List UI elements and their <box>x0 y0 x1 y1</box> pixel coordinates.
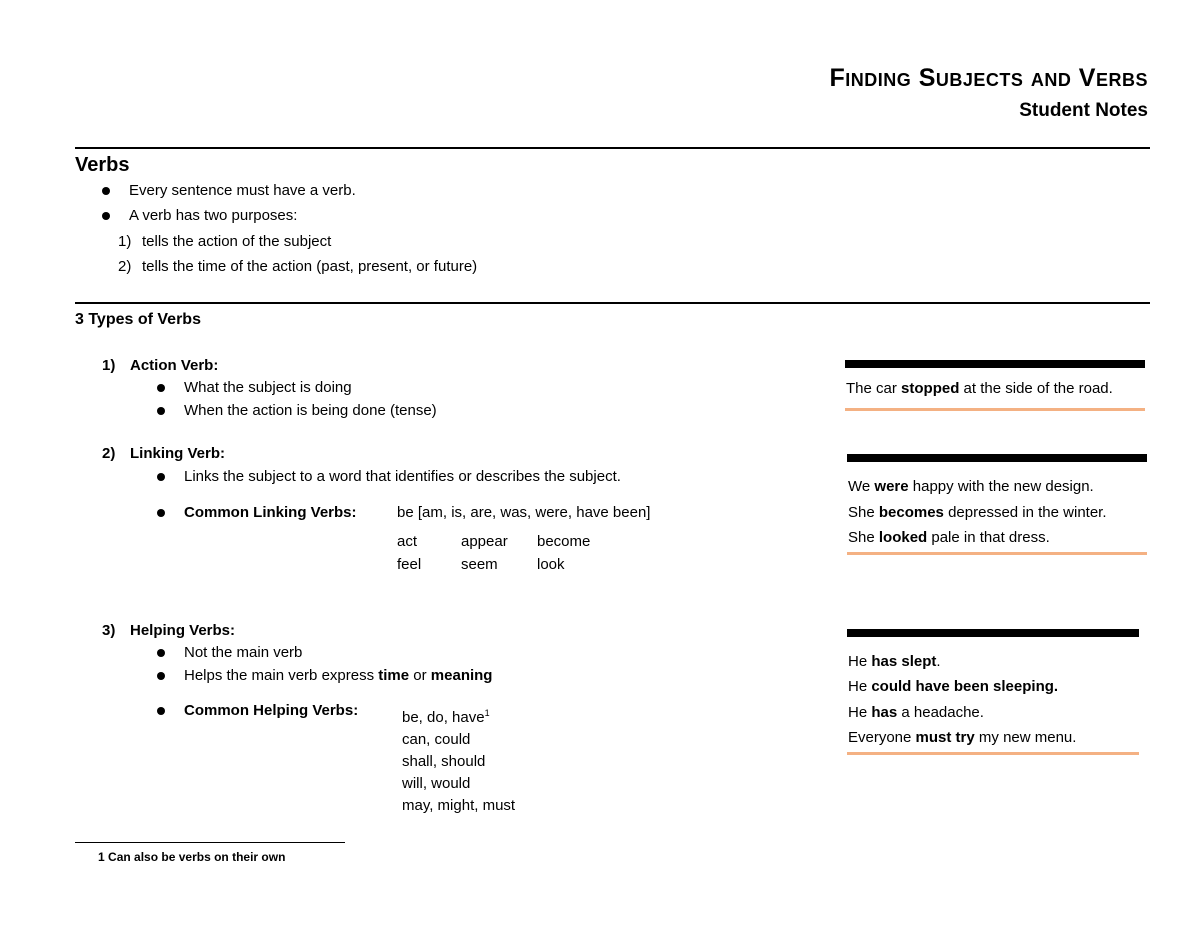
text-part: He <box>848 653 872 670</box>
common-helping-label: Common Helping Verbs: <box>184 702 359 719</box>
bullet-icon <box>157 649 165 657</box>
verb-emphasis: has <box>871 703 898 721</box>
list-number: 2) <box>118 258 132 275</box>
helping-examples <box>848 649 1076 750</box>
bullet-icon <box>102 212 110 220</box>
action-bullet-2 <box>157 402 437 419</box>
linking-verb-heading <box>102 445 225 462</box>
emphasis: meaning <box>430 667 493 684</box>
verb-emphasis: were <box>874 478 909 495</box>
bullet-icon <box>157 407 165 415</box>
action-verb-title: Action Verb: <box>130 357 219 374</box>
example-box-bottom-bar <box>847 552 1147 555</box>
text-part: at the side of the road. <box>959 380 1113 397</box>
text-part: Everyone <box>848 728 916 746</box>
footnote <box>98 850 285 864</box>
helping-verb-text: be, do, have <box>402 709 485 726</box>
text-part: a headache. <box>897 703 984 721</box>
helping-example <box>848 674 1076 699</box>
helping-verb-group: can, could <box>402 731 471 748</box>
bullet-text <box>184 667 492 684</box>
linking-examples <box>848 474 1107 551</box>
helping-example <box>848 649 1076 674</box>
verbs-heading: Verbs <box>75 154 130 176</box>
verbs-bullet-2 <box>102 207 298 224</box>
purpose-item-2 <box>118 258 477 275</box>
text-part: . <box>936 653 941 670</box>
text-part: The car <box>846 380 902 397</box>
list-number: 3) <box>102 622 116 639</box>
list-number: 1) <box>102 357 116 374</box>
bullet-text: What the subject is doing <box>184 379 352 396</box>
text-part: We <box>848 478 875 495</box>
text-part: depressed in the winter. <box>943 503 1107 521</box>
verb-emphasis: looked <box>878 529 928 546</box>
text-part: pale in that dress. <box>927 529 1050 546</box>
verb-emphasis: stopped <box>901 380 960 397</box>
linking-example <box>848 525 1107 551</box>
purpose-text: tells the time of the action (past, present, or future) <box>142 258 478 275</box>
example-box-top-bar <box>847 454 1147 462</box>
linking-bullet-1 <box>157 468 621 485</box>
bullet-icon <box>157 509 165 517</box>
bullet-icon <box>102 187 110 195</box>
text-part: She <box>848 529 879 546</box>
helping-bullet-2 <box>157 667 493 684</box>
helping-verb-group: shall, should <box>402 753 486 770</box>
linking-word: feel <box>397 556 422 573</box>
bullet-text: Links the subject to a word that identifies or describes the subject. <box>184 468 621 485</box>
bullet-text: Every sentence must have a verb. <box>129 182 356 199</box>
action-example <box>846 380 1113 397</box>
helping-verb-title: Helping Verbs: <box>130 622 236 639</box>
common-linking-first: be [am, is, are, was, were, have been] <box>397 504 651 521</box>
text-part: He <box>848 678 872 696</box>
linking-word: look <box>537 556 565 573</box>
text-part: Helps the main verb express <box>184 667 379 684</box>
emphasis: time <box>378 667 410 684</box>
example-box-top-bar <box>847 629 1139 637</box>
common-helping-list <box>402 702 515 817</box>
linking-word: appear <box>461 533 508 550</box>
purpose-text: tells the action of the subject <box>142 233 332 250</box>
list-number: 2) <box>102 445 116 462</box>
footnote-separator <box>75 842 345 843</box>
linking-common-bullet <box>157 504 357 521</box>
action-verb-heading <box>102 357 218 374</box>
helping-verb-group: will, would <box>402 775 471 792</box>
bullet-icon <box>157 384 165 392</box>
helping-common-bullet <box>157 702 359 719</box>
footnote-ref: 1 <box>484 708 490 718</box>
footnote-text: Can also be verbs on their own <box>108 850 286 864</box>
helping-verb-heading <box>102 622 235 639</box>
bullet-icon <box>157 672 165 680</box>
bullet-icon <box>157 707 165 715</box>
helping-example <box>848 725 1076 750</box>
example-box-bottom-bar <box>845 408 1145 411</box>
section-divider <box>75 147 1150 149</box>
linking-word: act <box>397 533 418 550</box>
helping-verb-group: may, might, must <box>402 797 516 814</box>
action-bullet-1 <box>157 379 352 396</box>
page-title: Finding Subjects and Verbs <box>829 64 1148 92</box>
helping-example <box>848 700 1076 725</box>
verb-emphasis: becomes <box>878 503 944 521</box>
linking-example <box>848 474 1107 500</box>
verb-emphasis: must try <box>915 728 975 746</box>
verb-emphasis: could have been sleeping. <box>871 678 1059 696</box>
bullet-text: Not the main verb <box>184 644 303 661</box>
example-box-bottom-bar <box>847 752 1139 755</box>
purpose-item-1 <box>118 233 331 250</box>
linking-example <box>848 500 1107 526</box>
helping-verb-group <box>402 702 515 729</box>
bullet-text: When the action is being done (tense) <box>184 402 437 419</box>
verbs-bullet-1 <box>102 182 356 199</box>
text-part: She <box>848 503 879 521</box>
linking-word-grid <box>397 533 657 579</box>
types-heading: 3 Types of Verbs <box>75 311 201 328</box>
linking-verb-title: Linking Verb: <box>130 445 226 462</box>
bullet-icon <box>157 473 165 481</box>
footnote-number: 1 <box>98 850 105 864</box>
helping-bullet-1 <box>157 644 303 661</box>
linking-word: seem <box>461 556 498 573</box>
text-part: or <box>409 667 431 684</box>
text-part: my new menu. <box>974 728 1077 746</box>
text-part: happy with the new design. <box>908 478 1094 495</box>
example-box-top-bar <box>845 360 1145 368</box>
common-linking-label: Common Linking Verbs: <box>184 504 357 521</box>
page-subtitle: Student Notes <box>1019 100 1148 121</box>
verb-emphasis: has slept <box>871 653 937 670</box>
linking-word: become <box>537 533 591 550</box>
bullet-text: A verb has two purposes: <box>129 207 298 224</box>
section-divider <box>75 302 1150 304</box>
list-number: 1) <box>118 233 132 250</box>
text-part: He <box>848 703 872 721</box>
